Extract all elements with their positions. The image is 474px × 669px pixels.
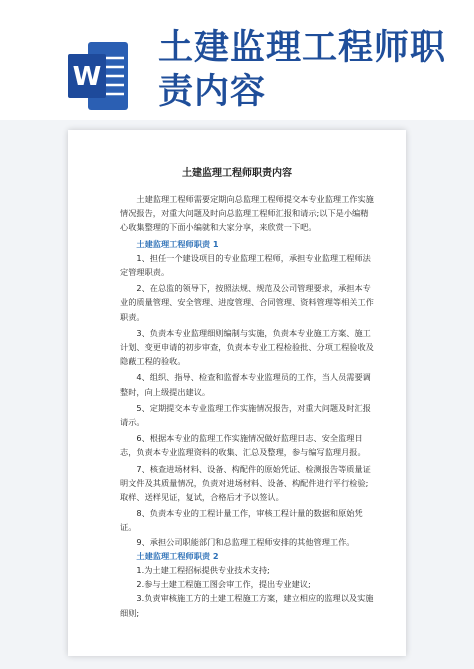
list-item: 7、核查进场材料、设备、构配件的原始凭证、检测报告等质量证明文件及其质量情况，负责对进场材料、设备、构配件进行平行检验;取样、送样见证，复试，合格后才予以签认。 — [120, 463, 371, 503]
list-item: 9、承担公司职能部门和总监理工程师安排的其他管理工作。 — [136, 536, 355, 547]
list-item: 3.负责审核施工方的土建工程施工方案，建立相应的监理以及实施细则; — [120, 593, 374, 618]
section-heading-1: 土建监理工程师职责 1 — [136, 238, 219, 249]
word-document-icon — [66, 40, 130, 112]
section-heading-2: 土建监理工程师职责 2 — [136, 550, 219, 561]
list-item: 8、负责本专业的工程计量工作，审核工程计量的数据和原始凭证。 — [120, 508, 363, 533]
intro-paragraph: 土建监理工程师需要定期向总监理工程师提交本专业监理工作实施情况报告，对重大问题及时向总监理工程师汇报和请示;以下是小编精心收集整理的下面小编就和大家分享，来欣赏一下吧。 — [120, 194, 374, 233]
list-item: 2.参与土建工程施工图会审工作，提出专业建议; — [136, 579, 311, 590]
list-item: 1、担任一个建设项目的专业监理工程师，承担专业监理工程师法定管理职责。 — [120, 252, 371, 278]
logo-letter: W — [72, 62, 102, 92]
list-item: 2、在总监的领导下，按照法规、规范及公司管理要求，承担本专业的质量管理、安全管理、进度管理、合同管理、资料管理等相关工作职责。 — [120, 283, 374, 322]
document-page — [68, 130, 406, 656]
page-title: 土建监理工程师职责内容 — [158, 28, 447, 112]
list-item: 3、负责本专业监理细则编制与实施，负责本专业施工方案、施工计划、变更申请的初步审查，负责本专业工程检验批、分项工程验收及隐蔽工程的验收。 — [120, 327, 374, 367]
document-title: 土建监理工程师职责内容 — [182, 168, 292, 179]
document-body — [120, 192, 376, 620]
list-item: 6、根据本专业的监理工作实施情况做好监理日志、安全监理日志，负责本专业监理资料的收集、汇总及整理，参与编写监理月报。 — [120, 433, 366, 458]
list-item: 1.为土建工程招标提供专业技术支持; — [136, 565, 270, 576]
list-item: 4、组织、指导、检查和监督本专业监理员的工作，当人员需要调整时，向上级提出建议。 — [120, 372, 371, 397]
header-banner — [0, 0, 474, 120]
list-item: 5、定期提交本专业监理工作实施情况报告，对重大问题及时汇报请示。 — [120, 402, 371, 428]
